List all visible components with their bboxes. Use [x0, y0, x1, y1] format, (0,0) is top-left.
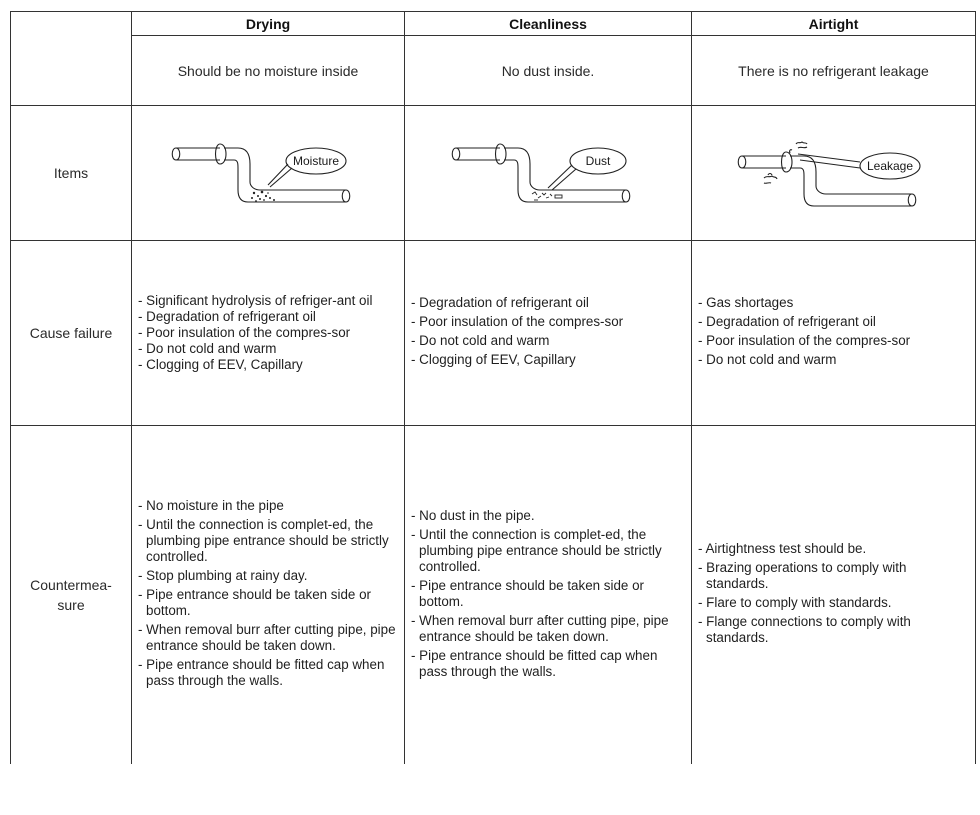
- list-item: - Until the connection is complet-ed, the plumbing pipe entrance should be strictly controlled.: [411, 526, 662, 574]
- list-item: - Degradation of refrigerant oil: [411, 295, 589, 310]
- list-item: - Until the connection is complet-ed, the plumbing pipe entrance should be strictly controlled.: [138, 517, 389, 564]
- items-row: [11, 106, 976, 241]
- cause-list-airtight: [692, 295, 975, 368]
- list-item: - Pipe entrance should be fitted cap when pass through the walls.: [411, 647, 658, 679]
- leakage-callout-label: Leakage: [866, 159, 913, 173]
- countermeasure-label-line1: Countermea-: [30, 577, 112, 593]
- cause-failure-label: Cause failure: [11, 241, 132, 426]
- header-drying: Drying: [132, 12, 405, 36]
- description-drying: Should be no moisture inside: [132, 36, 405, 106]
- countermeasure-label-line2: sure: [57, 597, 85, 613]
- items-label: Items: [11, 106, 132, 241]
- dust-callout-label: Dust: [585, 154, 611, 168]
- description-row: [11, 36, 976, 106]
- corner-cell: [11, 12, 132, 106]
- list-item: - Significant hydrolysis of refriger-ant oil: [138, 293, 373, 308]
- list-item: - Pipe entrance should be taken side or bottom.: [411, 577, 644, 609]
- cause-list-cleanliness: [405, 295, 691, 368]
- description-cleanliness: No dust inside.: [405, 36, 692, 106]
- list-item: - Poor insulation of the compres-sor: [698, 333, 911, 348]
- countermeasure-cleanliness: [405, 426, 692, 765]
- moisture-callout-label: Moisture: [292, 154, 340, 168]
- countermeasure-list-cleanliness: [405, 508, 691, 680]
- list-item: - When removal burr after cutting pipe, pipe entrance should be taken down.: [411, 612, 669, 644]
- cause-failure-row: [11, 241, 976, 426]
- header-airtight: Airtight: [692, 12, 976, 36]
- list-item: - Pipe entrance should be taken side or bottom.: [138, 587, 371, 618]
- leakage-illustration-cell: [692, 106, 976, 241]
- list-item: - No moisture in the pipe: [138, 498, 284, 513]
- moisture-illustration-cell: [132, 106, 405, 241]
- countermeasure-drying: [132, 426, 405, 765]
- cause-failure-airtight: [692, 241, 976, 426]
- list-item: - Pipe entrance should be fitted cap when pass through the walls.: [138, 657, 385, 688]
- list-item: - Poor insulation of the compres-sor: [411, 314, 624, 329]
- dust-pipe-illustration: [448, 138, 648, 208]
- countermeasure-list-drying: [132, 498, 404, 689]
- list-item: - Clogging of EEV, Capillary: [411, 352, 576, 367]
- refrigerant-piping-table: [10, 11, 976, 764]
- countermeasure-label: [11, 426, 132, 765]
- description-airtight: There is no refrigerant leakage: [692, 36, 976, 106]
- leakage-pipe-illustration: [734, 138, 934, 208]
- list-item: - Airtightness test should be.: [698, 541, 867, 556]
- countermeasure-airtight: [692, 426, 976, 765]
- header-row: [11, 12, 976, 36]
- cause-failure-drying: [132, 241, 405, 426]
- cause-list-drying: [132, 293, 404, 373]
- moisture-pipe-illustration: [168, 138, 368, 208]
- dust-illustration-cell: [405, 106, 692, 241]
- header-cleanliness: Cleanliness: [405, 12, 692, 36]
- list-item: - Stop plumbing at rainy day.: [138, 568, 308, 583]
- list-item: - Do not cold and warm: [411, 333, 550, 348]
- list-item: - Clogging of EEV, Capillary: [138, 357, 303, 372]
- list-item: - Gas shortages: [698, 295, 794, 310]
- list-item: - Do not cold and warm: [698, 352, 837, 367]
- list-item: - Degradation of refrigerant oil: [138, 309, 316, 324]
- list-item: - Flare to comply with standards.: [698, 595, 892, 610]
- list-item: - Poor insulation of the compres-sor: [138, 325, 351, 340]
- cause-failure-cleanliness: [405, 241, 692, 426]
- list-item: - Flange connections to comply with standards.: [698, 614, 911, 645]
- countermeasure-list-airtight: [692, 541, 975, 646]
- list-item: - Do not cold and warm: [138, 341, 277, 356]
- list-item: - Degradation of refrigerant oil: [698, 314, 876, 329]
- list-item: - No dust in the pipe.: [411, 507, 535, 523]
- list-item: - When removal burr after cutting pipe, pipe entrance should be taken down.: [138, 622, 396, 653]
- countermeasure-row: [11, 426, 976, 765]
- list-item: - Brazing operations to comply with standards.: [698, 560, 907, 591]
